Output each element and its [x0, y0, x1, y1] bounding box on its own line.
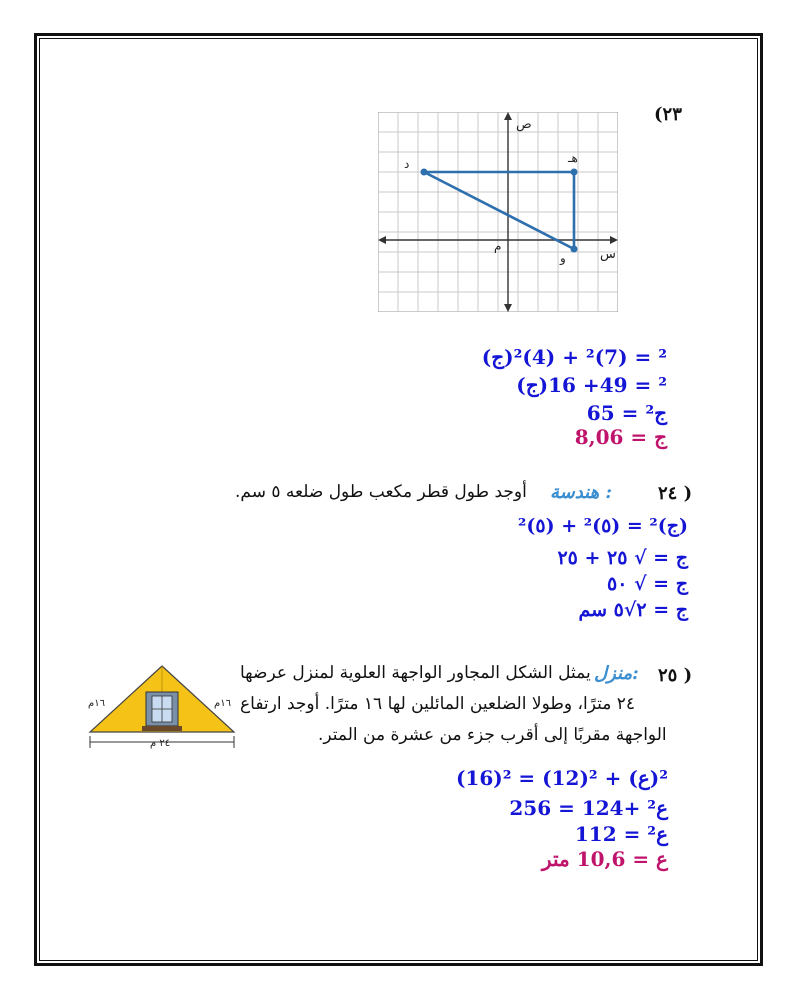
- q25-question-line-3: الواجهة مقربًا إلى أقرب جزء من عشرة من المتر.: [318, 725, 667, 745]
- point-h-label: هـ: [568, 151, 578, 165]
- q23-step-2: (ج)² = 49+ 16: [516, 373, 667, 397]
- point-w-label: و: [560, 251, 566, 265]
- point-h-marker: [571, 169, 578, 176]
- q24-step-1: (ج)² = (٥)² + (٥)²: [518, 515, 688, 537]
- q24-step-4: ج = ٢√٥ سم: [578, 599, 688, 621]
- q25-question-line-1: يمثل الشكل المجاور الواجهة العلوية لمنزل عرضها: [240, 663, 591, 683]
- right-side-label: ١٦م: [214, 698, 231, 709]
- axis-x-label: س: [600, 247, 616, 262]
- point-w-marker: [571, 246, 578, 253]
- q24-number: ٢٤ ): [658, 483, 693, 504]
- coordinate-grid-figure: [378, 112, 618, 312]
- q25-step-2: 256 = 124+ ع²: [509, 796, 668, 820]
- q25-question-line-2: ٢٤ مترًا، وطولا الضلعين المائلين لها ١٦ مترًا. أوجد ارتفاع: [240, 694, 635, 714]
- q24-question: أوجد طول قطر مكعب طول ضلعه ٥ سم.: [235, 482, 527, 502]
- left-side-label: ١٦م: [88, 698, 105, 709]
- q25-step-1: (16)² = (12)² + (ع)²: [455, 766, 668, 790]
- q23-step-3: ج² = 65: [586, 401, 667, 425]
- q25-answer: ع = 10,6 متر: [541, 847, 668, 871]
- q25-topic: منزل:: [594, 663, 639, 684]
- q24-topic: هندسة :: [550, 482, 613, 503]
- point-d-label: د: [404, 157, 410, 171]
- axis-y-label: ص: [516, 117, 532, 132]
- base-label: ٢٤ م: [150, 738, 171, 749]
- q24-step-2: ج = √ ٢٥ + ٢٥: [557, 547, 688, 569]
- point-d-marker: [421, 169, 428, 176]
- origin-label: م: [494, 239, 502, 253]
- q25-number: ٢٥ ): [658, 665, 693, 686]
- q23-number: (٢٣: [654, 104, 682, 125]
- q25-step-3: ع² = 112: [574, 822, 668, 846]
- house-facade-figure: [86, 662, 238, 750]
- q23-answer: ج = 8,06: [574, 425, 667, 449]
- q24-step-3: ج = √ ٥٠: [607, 573, 688, 595]
- q23-step-1: (ج)² = (7)² + (4)²: [481, 345, 667, 369]
